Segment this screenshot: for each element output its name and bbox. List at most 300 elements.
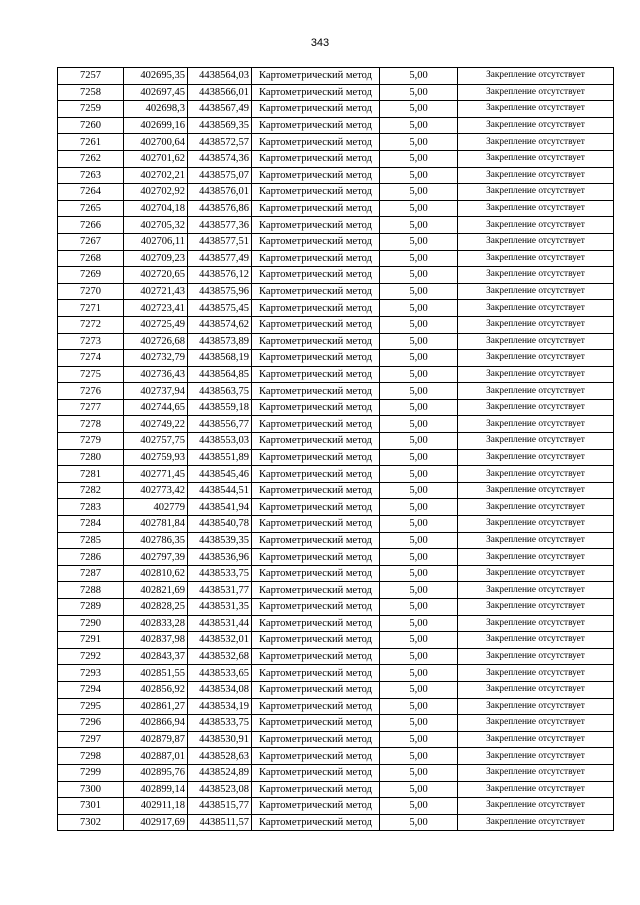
cell-accuracy: 5,00 bbox=[380, 333, 458, 350]
cell-x-coordinate: 402704,18 bbox=[124, 200, 188, 217]
cell-fixing-description: Закрепление отсутствует bbox=[458, 731, 614, 748]
coordinates-table bbox=[57, 67, 614, 831]
cell-fixing-description: Закрепление отсутствует bbox=[458, 582, 614, 599]
table-row bbox=[58, 167, 614, 184]
cell-accuracy: 5,00 bbox=[380, 399, 458, 416]
table-row bbox=[58, 516, 614, 533]
cell-point-number: 7288 bbox=[58, 582, 124, 599]
cell-fixing-description: Закрепление отсутствует bbox=[458, 167, 614, 184]
cell-point-number: 7262 bbox=[58, 150, 124, 167]
cell-y-coordinate: 4438528,63 bbox=[188, 748, 252, 765]
cell-fixing-description: Закрепление отсутствует bbox=[458, 798, 614, 815]
cell-x-coordinate: 402866,94 bbox=[124, 715, 188, 732]
table-row bbox=[58, 217, 614, 234]
cell-x-coordinate: 402721,43 bbox=[124, 283, 188, 300]
cell-method: Картометрический метод bbox=[252, 466, 380, 483]
cell-accuracy: 5,00 bbox=[380, 167, 458, 184]
cell-method: Картометрический метод bbox=[252, 549, 380, 566]
cell-y-coordinate: 4438574,36 bbox=[188, 150, 252, 167]
cell-accuracy: 5,00 bbox=[380, 300, 458, 317]
cell-x-coordinate: 402899,14 bbox=[124, 781, 188, 798]
cell-accuracy: 5,00 bbox=[380, 565, 458, 582]
cell-y-coordinate: 4438536,96 bbox=[188, 549, 252, 566]
cell-point-number: 7294 bbox=[58, 681, 124, 698]
cell-point-number: 7284 bbox=[58, 516, 124, 533]
cell-method: Картометрический метод bbox=[252, 582, 380, 599]
cell-method: Картометрический метод bbox=[252, 698, 380, 715]
cell-fixing-description: Закрепление отсутствует bbox=[458, 814, 614, 831]
cell-point-number: 7266 bbox=[58, 217, 124, 234]
cell-point-number: 7276 bbox=[58, 383, 124, 400]
table-row bbox=[58, 466, 614, 483]
cell-fixing-description: Закрепление отсутствует bbox=[458, 615, 614, 632]
cell-x-coordinate: 402837,98 bbox=[124, 632, 188, 649]
cell-method: Картометрический метод bbox=[252, 416, 380, 433]
cell-y-coordinate: 4438544,51 bbox=[188, 482, 252, 499]
cell-x-coordinate: 402856,92 bbox=[124, 681, 188, 698]
cell-point-number: 7298 bbox=[58, 748, 124, 765]
cell-method: Картометрический метод bbox=[252, 333, 380, 350]
table-row bbox=[58, 101, 614, 118]
cell-accuracy: 5,00 bbox=[380, 798, 458, 815]
cell-y-coordinate: 4438530,91 bbox=[188, 731, 252, 748]
cell-x-coordinate: 402705,32 bbox=[124, 217, 188, 234]
table-row bbox=[58, 648, 614, 665]
cell-method: Картометрический метод bbox=[252, 532, 380, 549]
cell-accuracy: 5,00 bbox=[380, 84, 458, 101]
cell-point-number: 7289 bbox=[58, 599, 124, 616]
cell-y-coordinate: 4438531,44 bbox=[188, 615, 252, 632]
cell-method: Картометрический метод bbox=[252, 681, 380, 698]
cell-fixing-description: Закрепление отсутствует bbox=[458, 117, 614, 134]
table-row bbox=[58, 549, 614, 566]
cell-x-coordinate: 402759,93 bbox=[124, 449, 188, 466]
cell-point-number: 7293 bbox=[58, 665, 124, 682]
table-row bbox=[58, 565, 614, 582]
cell-method: Картометрический метод bbox=[252, 665, 380, 682]
cell-point-number: 7301 bbox=[58, 798, 124, 815]
cell-point-number: 7280 bbox=[58, 449, 124, 466]
cell-point-number: 7271 bbox=[58, 300, 124, 317]
cell-y-coordinate: 4438532,68 bbox=[188, 648, 252, 665]
table-row bbox=[58, 300, 614, 317]
cell-fixing-description: Закрепление отсутствует bbox=[458, 84, 614, 101]
cell-accuracy: 5,00 bbox=[380, 681, 458, 698]
cell-method: Картометрический метод bbox=[252, 350, 380, 367]
cell-method: Картометрический метод bbox=[252, 150, 380, 167]
cell-fixing-description: Закрепление отсутствует bbox=[458, 184, 614, 201]
table-row bbox=[58, 814, 614, 831]
cell-fixing-description: Закрепление отсутствует bbox=[458, 366, 614, 383]
table-row bbox=[58, 798, 614, 815]
cell-fixing-description: Закрепление отсутствует bbox=[458, 549, 614, 566]
cell-method: Картометрический метод bbox=[252, 217, 380, 234]
cell-y-coordinate: 4438556,77 bbox=[188, 416, 252, 433]
cell-method: Картометрический метод bbox=[252, 84, 380, 101]
cell-fixing-description: Закрепление отсутствует bbox=[458, 449, 614, 466]
cell-x-coordinate: 402699,16 bbox=[124, 117, 188, 134]
cell-y-coordinate: 4438563,75 bbox=[188, 383, 252, 400]
cell-y-coordinate: 4438575,45 bbox=[188, 300, 252, 317]
cell-fixing-description: Закрепление отсутствует bbox=[458, 383, 614, 400]
table-row bbox=[58, 383, 614, 400]
table-row bbox=[58, 233, 614, 250]
cell-y-coordinate: 4438576,86 bbox=[188, 200, 252, 217]
cell-point-number: 7264 bbox=[58, 184, 124, 201]
cell-x-coordinate: 402797,39 bbox=[124, 549, 188, 566]
cell-method: Картометрический метод bbox=[252, 283, 380, 300]
cell-fixing-description: Закрепление отсутствует bbox=[458, 68, 614, 85]
cell-method: Картометрический метод bbox=[252, 433, 380, 450]
cell-accuracy: 5,00 bbox=[380, 449, 458, 466]
cell-x-coordinate: 402917,69 bbox=[124, 814, 188, 831]
cell-accuracy: 5,00 bbox=[380, 416, 458, 433]
table-row bbox=[58, 499, 614, 516]
cell-fixing-description: Закрепление отсутствует bbox=[458, 416, 614, 433]
cell-point-number: 7259 bbox=[58, 101, 124, 118]
cell-y-coordinate: 4438524,89 bbox=[188, 764, 252, 781]
cell-method: Картометрический метод bbox=[252, 167, 380, 184]
table-row bbox=[58, 615, 614, 632]
cell-method: Картометрический метод bbox=[252, 814, 380, 831]
cell-y-coordinate: 4438551,89 bbox=[188, 449, 252, 466]
cell-point-number: 7283 bbox=[58, 499, 124, 516]
cell-y-coordinate: 4438569,35 bbox=[188, 117, 252, 134]
cell-accuracy: 5,00 bbox=[380, 665, 458, 682]
cell-fixing-description: Закрепление отсутствует bbox=[458, 399, 614, 416]
table-row bbox=[58, 416, 614, 433]
cell-method: Картометрический метод bbox=[252, 68, 380, 85]
cell-accuracy: 5,00 bbox=[380, 599, 458, 616]
cell-y-coordinate: 4438576,01 bbox=[188, 184, 252, 201]
cell-method: Картометрический метод bbox=[252, 731, 380, 748]
cell-x-coordinate: 402702,92 bbox=[124, 184, 188, 201]
cell-accuracy: 5,00 bbox=[380, 101, 458, 118]
table-row bbox=[58, 582, 614, 599]
table-row bbox=[58, 781, 614, 798]
cell-x-coordinate: 402887,01 bbox=[124, 748, 188, 765]
cell-fixing-description: Закрепление отсутствует bbox=[458, 665, 614, 682]
table-row bbox=[58, 250, 614, 267]
table-row bbox=[58, 665, 614, 682]
cell-fixing-description: Закрепление отсутствует bbox=[458, 698, 614, 715]
cell-accuracy: 5,00 bbox=[380, 200, 458, 217]
cell-method: Картометрический метод bbox=[252, 250, 380, 267]
cell-x-coordinate: 402779 bbox=[124, 499, 188, 516]
cell-fixing-description: Закрепление отсутствует bbox=[458, 482, 614, 499]
cell-fixing-description: Закрепление отсутствует bbox=[458, 333, 614, 350]
cell-accuracy: 5,00 bbox=[380, 283, 458, 300]
cell-x-coordinate: 402698,3 bbox=[124, 101, 188, 118]
cell-point-number: 7295 bbox=[58, 698, 124, 715]
table-row bbox=[58, 366, 614, 383]
table-row bbox=[58, 283, 614, 300]
cell-x-coordinate: 402709,23 bbox=[124, 250, 188, 267]
cell-y-coordinate: 4438576,12 bbox=[188, 267, 252, 284]
cell-point-number: 7296 bbox=[58, 715, 124, 732]
cell-method: Картометрический метод bbox=[252, 482, 380, 499]
table-row bbox=[58, 764, 614, 781]
cell-fixing-description: Закрепление отсутствует bbox=[458, 516, 614, 533]
cell-accuracy: 5,00 bbox=[380, 615, 458, 632]
cell-accuracy: 5,00 bbox=[380, 814, 458, 831]
cell-method: Картометрический метод bbox=[252, 798, 380, 815]
cell-fixing-description: Закрепление отсутствует bbox=[458, 150, 614, 167]
cell-y-coordinate: 4438533,75 bbox=[188, 715, 252, 732]
cell-fixing-description: Закрепление отсутствует bbox=[458, 681, 614, 698]
cell-y-coordinate: 4438515,77 bbox=[188, 798, 252, 815]
table-row bbox=[58, 267, 614, 284]
cell-method: Картометрический метод bbox=[252, 200, 380, 217]
cell-method: Картометрический метод bbox=[252, 632, 380, 649]
cell-accuracy: 5,00 bbox=[380, 150, 458, 167]
cell-y-coordinate: 4438566,01 bbox=[188, 84, 252, 101]
cell-accuracy: 5,00 bbox=[380, 134, 458, 151]
cell-y-coordinate: 4438534,08 bbox=[188, 681, 252, 698]
cell-accuracy: 5,00 bbox=[380, 516, 458, 533]
cell-accuracy: 5,00 bbox=[380, 549, 458, 566]
table-row bbox=[58, 681, 614, 698]
cell-point-number: 7274 bbox=[58, 350, 124, 367]
cell-fixing-description: Закрепление отсутствует bbox=[458, 316, 614, 333]
cell-point-number: 7269 bbox=[58, 267, 124, 284]
cell-point-number: 7263 bbox=[58, 167, 124, 184]
cell-accuracy: 5,00 bbox=[380, 499, 458, 516]
cell-x-coordinate: 402821,69 bbox=[124, 582, 188, 599]
table-row bbox=[58, 632, 614, 649]
table-row bbox=[58, 433, 614, 450]
cell-x-coordinate: 402861,27 bbox=[124, 698, 188, 715]
cell-x-coordinate: 402706,11 bbox=[124, 233, 188, 250]
cell-point-number: 7273 bbox=[58, 333, 124, 350]
cell-y-coordinate: 4438532,01 bbox=[188, 632, 252, 649]
cell-accuracy: 5,00 bbox=[380, 383, 458, 400]
cell-point-number: 7267 bbox=[58, 233, 124, 250]
table-row bbox=[58, 333, 614, 350]
table-row bbox=[58, 748, 614, 765]
cell-accuracy: 5,00 bbox=[380, 350, 458, 367]
cell-method: Картометрический метод bbox=[252, 781, 380, 798]
cell-y-coordinate: 4438559,18 bbox=[188, 399, 252, 416]
cell-fixing-description: Закрепление отсутствует bbox=[458, 300, 614, 317]
cell-fixing-description: Закрепление отсутствует bbox=[458, 101, 614, 118]
cell-y-coordinate: 4438531,35 bbox=[188, 599, 252, 616]
cell-x-coordinate: 402744,65 bbox=[124, 399, 188, 416]
cell-method: Картометрический метод bbox=[252, 516, 380, 533]
cell-point-number: 7299 bbox=[58, 764, 124, 781]
cell-method: Картометрический метод bbox=[252, 599, 380, 616]
cell-x-coordinate: 402701,62 bbox=[124, 150, 188, 167]
cell-method: Картометрический метод bbox=[252, 648, 380, 665]
table-row bbox=[58, 134, 614, 151]
table-row bbox=[58, 698, 614, 715]
cell-accuracy: 5,00 bbox=[380, 233, 458, 250]
cell-x-coordinate: 402781,84 bbox=[124, 516, 188, 533]
cell-accuracy: 5,00 bbox=[380, 764, 458, 781]
cell-fixing-description: Закрепление отсутствует bbox=[458, 283, 614, 300]
cell-fixing-description: Закрепление отсутствует bbox=[458, 632, 614, 649]
cell-accuracy: 5,00 bbox=[380, 748, 458, 765]
cell-point-number: 7282 bbox=[58, 482, 124, 499]
table-row bbox=[58, 316, 614, 333]
cell-point-number: 7257 bbox=[58, 68, 124, 85]
coordinates-table-body bbox=[58, 68, 614, 831]
cell-y-coordinate: 4438539,35 bbox=[188, 532, 252, 549]
table-row bbox=[58, 482, 614, 499]
cell-x-coordinate: 402843,37 bbox=[124, 648, 188, 665]
cell-fixing-description: Закрепление отсутствует bbox=[458, 499, 614, 516]
cell-method: Картометрический метод bbox=[252, 383, 380, 400]
cell-point-number: 7260 bbox=[58, 117, 124, 134]
cell-y-coordinate: 4438575,96 bbox=[188, 283, 252, 300]
cell-y-coordinate: 4438577,51 bbox=[188, 233, 252, 250]
cell-y-coordinate: 4438533,75 bbox=[188, 565, 252, 582]
cell-method: Картометрический метод bbox=[252, 267, 380, 284]
cell-fixing-description: Закрепление отсутствует bbox=[458, 433, 614, 450]
cell-y-coordinate: 4438511,57 bbox=[188, 814, 252, 831]
cell-fixing-description: Закрепление отсутствует bbox=[458, 748, 614, 765]
cell-y-coordinate: 4438568,19 bbox=[188, 350, 252, 367]
cell-accuracy: 5,00 bbox=[380, 632, 458, 649]
cell-y-coordinate: 4438575,07 bbox=[188, 167, 252, 184]
cell-x-coordinate: 402700,64 bbox=[124, 134, 188, 151]
cell-accuracy: 5,00 bbox=[380, 466, 458, 483]
cell-fixing-description: Закрепление отсутствует bbox=[458, 134, 614, 151]
cell-method: Картометрический метод bbox=[252, 316, 380, 333]
cell-method: Картометрический метод bbox=[252, 184, 380, 201]
cell-x-coordinate: 402702,21 bbox=[124, 167, 188, 184]
cell-point-number: 7302 bbox=[58, 814, 124, 831]
cell-y-coordinate: 4438564,03 bbox=[188, 68, 252, 85]
cell-x-coordinate: 402810,62 bbox=[124, 565, 188, 582]
cell-fixing-description: Закрепление отсутствует bbox=[458, 764, 614, 781]
cell-accuracy: 5,00 bbox=[380, 366, 458, 383]
cell-point-number: 7297 bbox=[58, 731, 124, 748]
cell-accuracy: 5,00 bbox=[380, 482, 458, 499]
cell-y-coordinate: 4438567,49 bbox=[188, 101, 252, 118]
table-row bbox=[58, 150, 614, 167]
cell-point-number: 7275 bbox=[58, 366, 124, 383]
cell-fixing-description: Закрепление отсутствует bbox=[458, 532, 614, 549]
cell-accuracy: 5,00 bbox=[380, 217, 458, 234]
cell-x-coordinate: 402720,65 bbox=[124, 267, 188, 284]
cell-point-number: 7265 bbox=[58, 200, 124, 217]
cell-x-coordinate: 402786,35 bbox=[124, 532, 188, 549]
cell-x-coordinate: 402833,28 bbox=[124, 615, 188, 632]
cell-y-coordinate: 4438534,19 bbox=[188, 698, 252, 715]
cell-point-number: 7268 bbox=[58, 250, 124, 267]
cell-method: Картометрический метод bbox=[252, 748, 380, 765]
table-row bbox=[58, 200, 614, 217]
table-row bbox=[58, 399, 614, 416]
cell-accuracy: 5,00 bbox=[380, 532, 458, 549]
cell-point-number: 7286 bbox=[58, 549, 124, 566]
cell-x-coordinate: 402757,75 bbox=[124, 433, 188, 450]
cell-y-coordinate: 4438564,85 bbox=[188, 366, 252, 383]
cell-point-number: 7281 bbox=[58, 466, 124, 483]
cell-accuracy: 5,00 bbox=[380, 715, 458, 732]
cell-fixing-description: Закрепление отсутствует bbox=[458, 200, 614, 217]
cell-method: Картометрический метод bbox=[252, 366, 380, 383]
cell-x-coordinate: 402737,94 bbox=[124, 383, 188, 400]
cell-fixing-description: Закрепление отсутствует bbox=[458, 350, 614, 367]
cell-y-coordinate: 4438573,89 bbox=[188, 333, 252, 350]
cell-y-coordinate: 4438533,65 bbox=[188, 665, 252, 682]
cell-method: Картометрический метод bbox=[252, 233, 380, 250]
cell-accuracy: 5,00 bbox=[380, 184, 458, 201]
table-row bbox=[58, 532, 614, 549]
table-row bbox=[58, 449, 614, 466]
cell-accuracy: 5,00 bbox=[380, 433, 458, 450]
cell-y-coordinate: 4438523,08 bbox=[188, 781, 252, 798]
cell-x-coordinate: 402911,18 bbox=[124, 798, 188, 815]
table-row bbox=[58, 184, 614, 201]
cell-fixing-description: Закрепление отсутствует bbox=[458, 648, 614, 665]
table-row bbox=[58, 715, 614, 732]
cell-accuracy: 5,00 bbox=[380, 731, 458, 748]
cell-y-coordinate: 4438574,62 bbox=[188, 316, 252, 333]
table-row bbox=[58, 68, 614, 85]
cell-x-coordinate: 402773,42 bbox=[124, 482, 188, 499]
cell-y-coordinate: 4438577,36 bbox=[188, 217, 252, 234]
cell-x-coordinate: 402723,41 bbox=[124, 300, 188, 317]
cell-x-coordinate: 402749,22 bbox=[124, 416, 188, 433]
table-row bbox=[58, 350, 614, 367]
cell-method: Картометрический метод bbox=[252, 499, 380, 516]
cell-accuracy: 5,00 bbox=[380, 648, 458, 665]
table-row bbox=[58, 731, 614, 748]
cell-fixing-description: Закрепление отсутствует bbox=[458, 233, 614, 250]
cell-method: Картометрический метод bbox=[252, 134, 380, 151]
cell-method: Картометрический метод bbox=[252, 715, 380, 732]
cell-y-coordinate: 4438572,57 bbox=[188, 134, 252, 151]
cell-x-coordinate: 402851,55 bbox=[124, 665, 188, 682]
cell-x-coordinate: 402736,43 bbox=[124, 366, 188, 383]
cell-fixing-description: Закрепление отсутствует bbox=[458, 250, 614, 267]
page-number: 343 bbox=[310, 37, 330, 49]
cell-point-number: 7261 bbox=[58, 134, 124, 151]
cell-x-coordinate: 402726,68 bbox=[124, 333, 188, 350]
cell-accuracy: 5,00 bbox=[380, 316, 458, 333]
cell-point-number: 7279 bbox=[58, 433, 124, 450]
cell-x-coordinate: 402895,76 bbox=[124, 764, 188, 781]
cell-method: Картометрический метод bbox=[252, 449, 380, 466]
cell-point-number: 7270 bbox=[58, 283, 124, 300]
cell-y-coordinate: 4438541,94 bbox=[188, 499, 252, 516]
cell-method: Картометрический метод bbox=[252, 764, 380, 781]
cell-accuracy: 5,00 bbox=[380, 117, 458, 134]
cell-y-coordinate: 4438553,03 bbox=[188, 433, 252, 450]
cell-fixing-description: Закрепление отсутствует bbox=[458, 267, 614, 284]
cell-fixing-description: Закрепление отсутствует bbox=[458, 599, 614, 616]
cell-accuracy: 5,00 bbox=[380, 68, 458, 85]
cell-accuracy: 5,00 bbox=[380, 250, 458, 267]
cell-method: Картометрический метод bbox=[252, 117, 380, 134]
cell-x-coordinate: 402697,45 bbox=[124, 84, 188, 101]
cell-method: Картометрический метод bbox=[252, 300, 380, 317]
cell-point-number: 7300 bbox=[58, 781, 124, 798]
cell-point-number: 7278 bbox=[58, 416, 124, 433]
cell-method: Картометрический метод bbox=[252, 615, 380, 632]
cell-point-number: 7285 bbox=[58, 532, 124, 549]
cell-accuracy: 5,00 bbox=[380, 781, 458, 798]
cell-y-coordinate: 4438540,78 bbox=[188, 516, 252, 533]
table-row bbox=[58, 599, 614, 616]
cell-point-number: 7272 bbox=[58, 316, 124, 333]
cell-accuracy: 5,00 bbox=[380, 582, 458, 599]
cell-accuracy: 5,00 bbox=[380, 267, 458, 284]
cell-x-coordinate: 402732,79 bbox=[124, 350, 188, 367]
